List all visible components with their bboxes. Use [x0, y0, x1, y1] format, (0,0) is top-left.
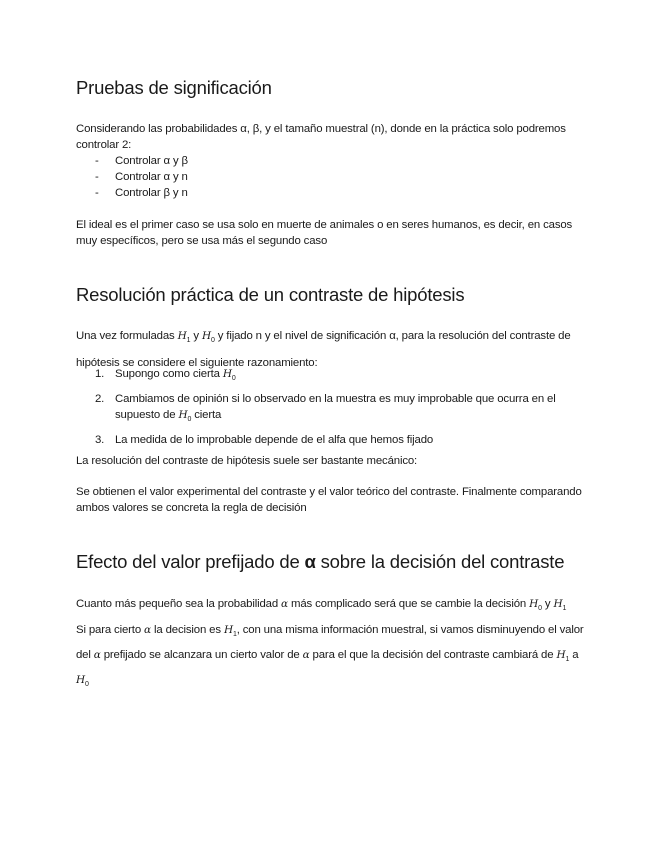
list-item: 2. Cambiamos de opinión si lo observado en la muestra es muy improbable que ocurra en el supuesto de $H_0$ cierta	[95, 393, 556, 423]
list-item: 1. Supongo como cierta $H_0$	[95, 368, 236, 382]
s3-paragraph-2: Si para cierto α la decision es $H_1$, con una misma información muestral, si vamos disminuyendo el valor del α prefijado se alcanzara un cierto valor de α para el que la decisión del contraste cambiará de $H_1$ a $H_0$	[76, 624, 584, 688]
s2-intro-paragraph: Una vez formuladas $H_1$ y $H_0$ y fijado n y el nivel de significación α, para la resolución del contraste de hipótesis se considere el siguiente razonamiento:	[76, 330, 571, 369]
s2-paragraph-1: La resolución del contraste de hipótesis suele ser bastante mecánico:	[76, 455, 418, 467]
s1-intro-paragraph: Considerando las probabilidades α, β, y el tamaño muestral (n), donde en la práctica solo podremos controlar 2:	[76, 123, 566, 151]
s2-paragraph-2: Se obtienen el valor experimental del contraste y el valor teórico del contraste. Finalmente comparando ambos valores se concreta la regla de decisión	[76, 486, 582, 514]
s1-intro	[76, 121, 586, 201]
s3-content	[76, 593, 586, 695]
heading-pruebas-significacion: Pruebas de significación	[76, 77, 272, 98]
s1-paragraph: El ideal es el primer caso se usa solo en muerte de animales o en seres humanos, es decir, en casos muy específicos, pero se usa más el segundo caso	[76, 219, 573, 247]
list-item: - Controlar α y β	[95, 155, 188, 167]
heading-efecto-alpha: Efecto del valor prefijado de α sobre la decisión del contraste	[76, 551, 565, 572]
heading-resolucion-practica: Resolución práctica de un contraste de hipótesis	[76, 284, 465, 305]
list-item: 3. La medida de lo improbable depende de el alfa que hemos fijado	[95, 434, 434, 446]
s3-paragraph-1: Cuanto más pequeño sea la probabilidad α más complicado será que se cambie la decisión $H_0$ y $H_1$	[76, 598, 567, 612]
s2-numbered-list	[76, 366, 586, 452]
list-item: - Controlar α y n	[95, 171, 188, 183]
list-item: - Controlar β y n	[95, 187, 188, 199]
